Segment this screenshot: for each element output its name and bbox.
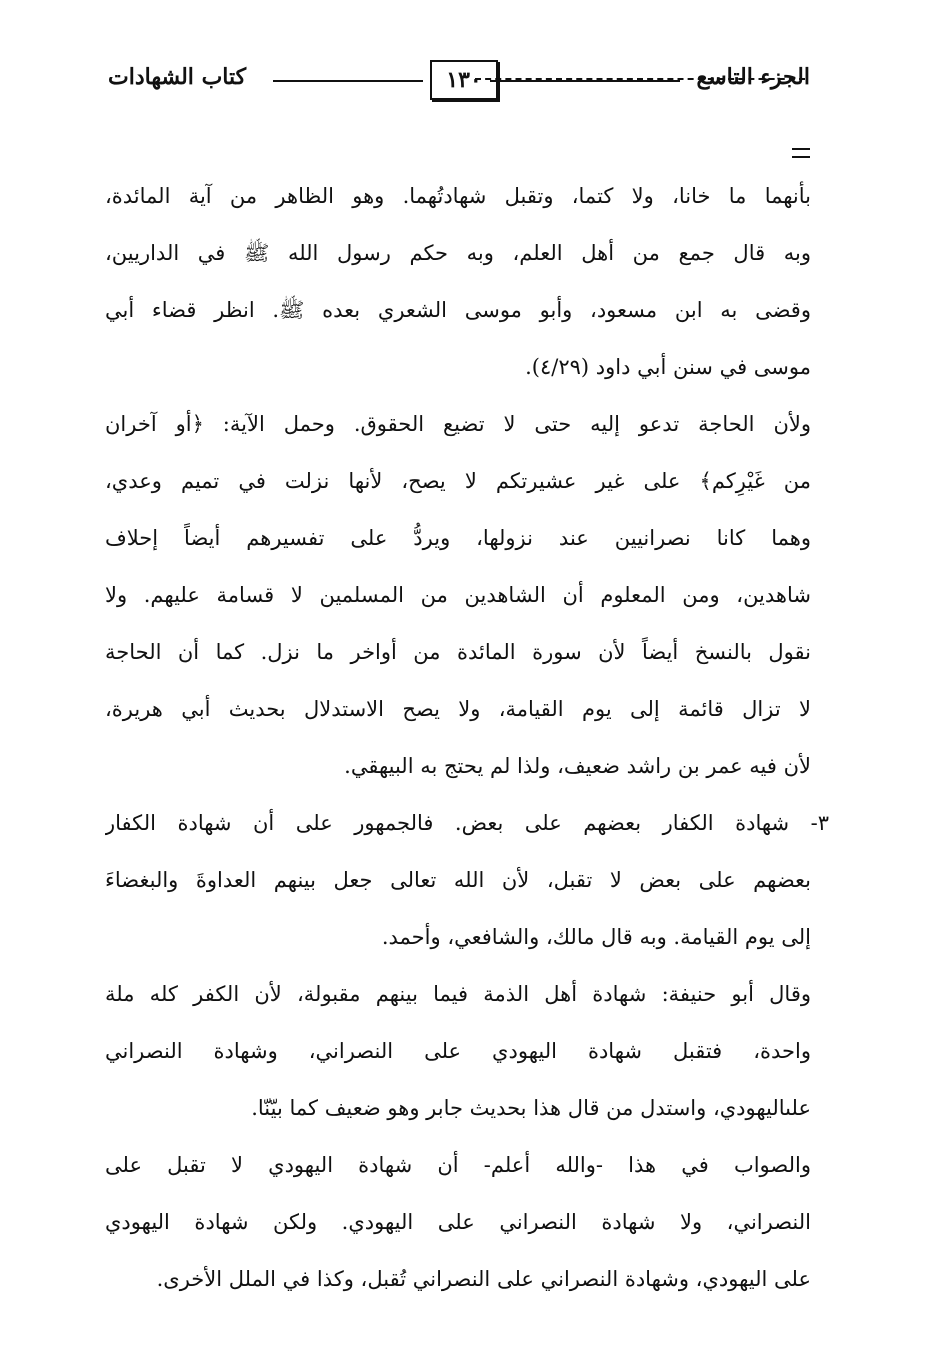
page-number-box: ١٣٠: [430, 60, 498, 100]
text-line: والصواب في هذا -والله أعلم- أن شهادة اليهودي لا تقبل على: [105, 1153, 811, 1177]
header-dashed-rule: [475, 78, 805, 80]
paragraph-1: [105, 168, 811, 396]
text-line: ولأن الحاجة تدعو إليه حتى لا تضيع الحقوق. وحمل الآية: ﴿أو آخران: [105, 412, 811, 436]
text-line: لأن فيه عمر بن راشد ضعيف، ولذا لم يحتج به البيهقي.: [344, 754, 811, 778]
body-text: [105, 168, 829, 1308]
text-line: وقال أبو حنيفة: شهادة أهل الذمة فيما بينهم مقبولة، لأن الكفر كله ملة: [105, 982, 811, 1006]
text-line: شاهدين، ومن المعلوم أن الشاهدين من المسلمين لا قسامة عليهم. ولا: [105, 583, 811, 607]
header-rule-right: [490, 80, 680, 82]
header-double-rule-top: [792, 148, 810, 150]
header-rule-left: [273, 80, 423, 82]
text-line: إلى يوم القيامة. وبه قال مالك، والشافعي، وأحمد.: [381, 925, 811, 949]
text-line: بأنهما ما خانا، ولا كتما، وتقبل شهادتُهما. وهو الظاهر من آية المائدة،: [105, 184, 811, 208]
text-line: النصراني، ولا شهادة النصراني على اليهودي. ولكن شهادة اليهودي: [105, 1210, 811, 1234]
paragraph-4: [105, 966, 811, 1137]
text-line: علىاليهودي، واستدل من قال هذا بحديث جابر وهو ضعيف كما بيّنّا.: [251, 1096, 811, 1120]
text-line: واحدة، فتقبل شهادة اليهودي على النصراني، وشهادة النصراني: [105, 1039, 811, 1063]
running-header: [108, 56, 810, 106]
text-line: نقول بالنسخ أيضاً لأن سورة المائدة من أواخر ما نزل. كما أن الحاجة: [105, 640, 811, 664]
paragraph-3-numbered: [105, 795, 829, 966]
paragraph-5: [105, 1137, 811, 1308]
text-line: على اليهودي، وشهادة النصراني على النصراني تُقبل، وكذا في الملل الأخرى.: [156, 1267, 811, 1291]
book-title: كتاب الشهادات: [108, 64, 247, 90]
text-line: وبه قال جمع من أهل العلم، وبه حكم رسول الله ﷺ في الداريين،: [105, 241, 811, 265]
text-line: وهما كانا نصرانيين عند نزولها، ويردُّ على تفسيرهم أيضاً إحلاف: [105, 526, 811, 550]
text-line: موسى في سنن أبي داود (٤/٢٩).: [525, 355, 811, 379]
text-line: بعضهم على بعض لا تقبل، لأن الله تعالى جعل بينهم العداوةَ والبغضاءَ: [105, 868, 811, 892]
header-double-rule-bottom: [792, 156, 810, 158]
text-line: وقضى به ابن مسعود، وأبو موسى الشعري بعده ﷺ. انظر قضاء أبي: [105, 298, 811, 322]
text-line: لا تزال قائمة إلى يوم القيامة، ولا يصح الاستدلال بحديث أبي هريرة،: [105, 697, 811, 721]
paragraph-2: [105, 396, 811, 795]
text-line: ٣- شهادة الكفار بعضهم على بعض. فالجمهور على أن شهادة الكفار: [105, 811, 829, 835]
text-line: من غَيْرِكم﴾ على غير عشيرتكم لا يصح، لأنها نزلت في تميم وعدي،: [105, 469, 811, 493]
volume-title: الجزء التاسع: [696, 64, 810, 90]
